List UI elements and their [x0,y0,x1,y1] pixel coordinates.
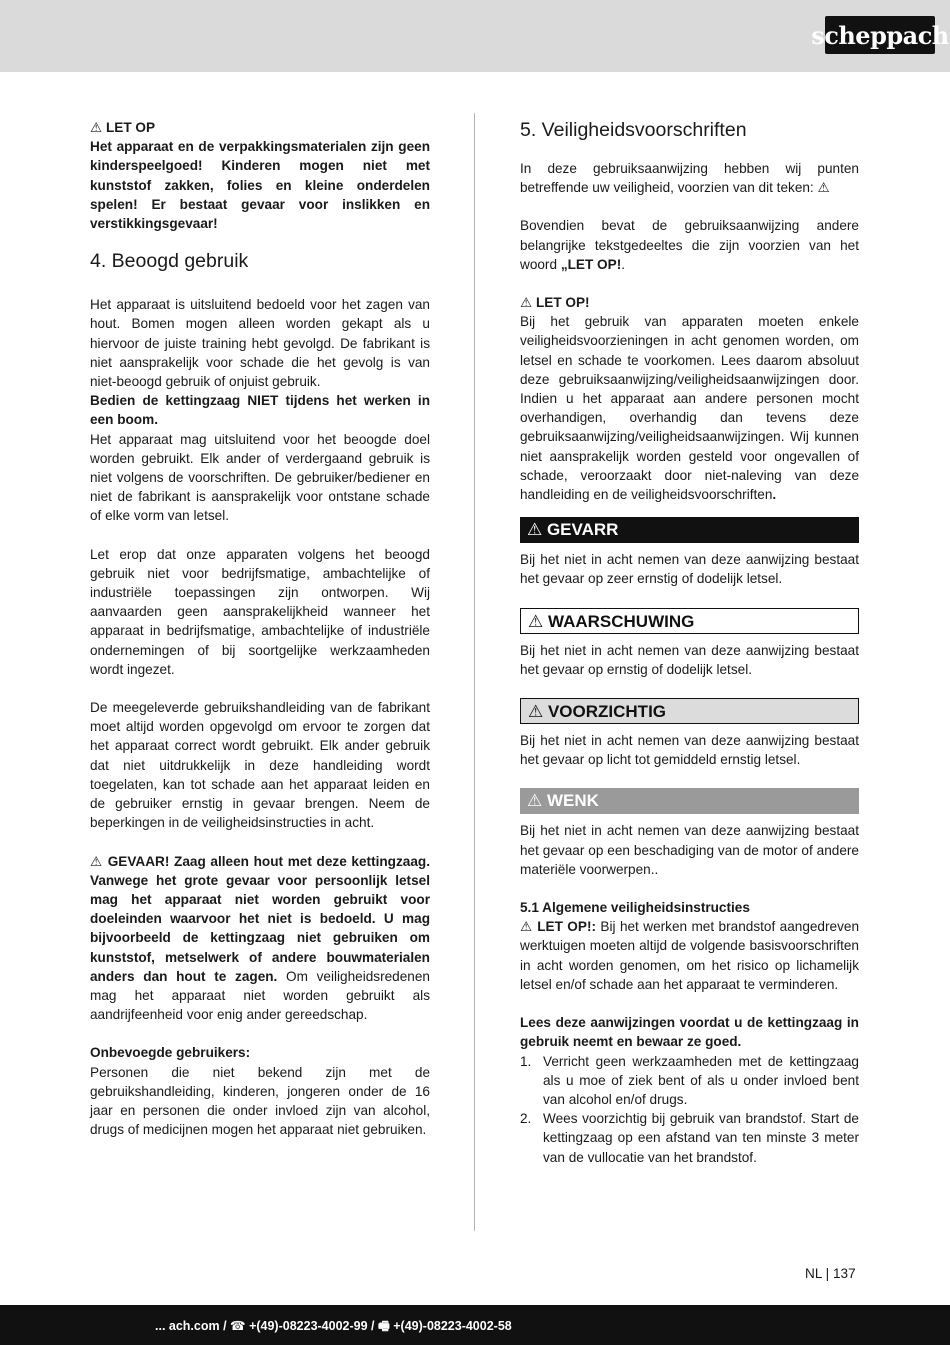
danger-bold-text: ⚠ GEVAAR! Zaag alleen hout met deze kettingzaag. Vanwege het grote gevaar voor persoonlijk letsel mag het apparaat niet worden gebruikt voor doeleinden waarvoor het niet is bedoeld. U mag bijvoorbeeld de kettingzaag niet gebruiken om kunststof, metselwerk of andere bouwmaterialen anders dan hout te zagen. [90,853,430,984]
letop-warning-text: Het apparaat en de verpakkingsmaterialen zijn geen kinderspeelgoed! Kinderen mogen niet met kunststof zakken, folies en kleine onderdelen spelen! Er bestaat gevaar voor inslikken en verstikkingsgevaar! [90,139,430,232]
footer-contact: ... ach.com / ☎ +(49)-08223-4002-99 / 🖷 +(49)-08223-4002-58 [155,1319,512,1333]
waarschuwing-signal-box: ⚠ WAARSCHUWING [520,608,859,634]
intro2-text: Bovendien bevat de gebruiksaanwijzing andere belangrijke tekstgedeeltes die zijn voorzien van het woord [520,218,859,272]
brand-logo: scheppach [825,16,935,54]
intended-use-text [90,295,430,391]
subsection-5-1-text [520,917,859,994]
manual-compliance-text: De meegeleverde gebruikshandleiding van de fabrikant moet altijd worden opgevolgd om ervoor te zorgen dat het apparaat correct wordt gebruikt. Elk ander gebruik dat niet uitdrukkelijk in deze handleiding wordt toegelaten, kan tot schade aan het apparaat leiden en de gebruiker ernstig in gevaar brengen. Neem de beperkingen in de veiligheidsinstructies in acht. [90,700,430,831]
right-column [520,118,859,1167]
subsection-5-1-title: 5.1 Algemene veiligheidsinstructies [520,900,750,916]
intended-use-continued: Het apparaat mag uitsluitend voor het beoogde doel worden gebruikt. Elk ander of verdergaand gebruik is niet volgens de voorschriften. De gebruiker/bediener en niet de fabrikant is aansprakelijk voor ontstane schade of elke vorm van letsel. [90,431,430,524]
list-number: 2. [520,1111,532,1127]
letop-label-right: ⚠ LET OP! [520,295,590,311]
intro2-end: . [621,256,626,272]
header-bar [0,0,950,72]
safety-intro-2 [520,216,859,274]
intended-use-p1: Het apparaat is uitsluitend bedoeld voor het zagen van hout. Bomen mogen alleen worden gekapt als u hiervoor de juiste training hebt gevolgd. De fabrikant is niet aansprakelijk voor schade die het gevolg is van niet-beoogd gebruik of onjuist gebruik. [90,297,430,390]
voorzichtig-signal-box: ⚠ VOORZICHTIG [520,698,859,724]
tree-warning: Bedien de kettingzaag NIET tijdens het werken in een boom. [90,393,430,428]
footer-bar [0,1305,950,1345]
intro2-bold: „LET OP! [560,256,622,272]
list-text: Verricht geen werkzaamheden met de kettingzaag als u moe of ziek bent of als u onder invloed bent van alcohol en/of drugs. [543,1053,859,1107]
column-divider [474,113,475,1231]
page-number: NL | 137 [805,1266,856,1281]
safety-intro-1: In deze gebruiksaanwijzing hebben wij punten betreffende uw veiligheid, voorzien van dit teken: ⚠ [520,161,859,196]
list-item [520,1109,859,1167]
gevarr-text: Bij het niet in acht nemen van deze aanwijzing bestaat het gevaar op zeer ernstig of dodelijk letsel. [520,552,859,587]
safety-list [520,1052,859,1167]
wenk-signal-box: ⚠ WENK [520,788,859,814]
section-5-title: 5. Veiligheidsvoorschriften [520,119,747,141]
letop-text-right [520,312,859,504]
letop-end: . [772,487,777,503]
danger-paragraph [90,852,430,1025]
list-number: 1. [520,1053,532,1069]
letop-label: ⚠ LET OP [90,120,156,135]
sub51-body: Bij het werken met brandstof aangedreven werktuigen moeten altijd de volgende basisvoorschriften in acht worden genomen, om het risico op lichamelijk letsel en/of schade aan het apparaat te verminderen. [520,919,859,992]
voorzichtig-text: Bij het niet in acht nemen van deze aanwijzing bestaat het gevaar op licht tot gemiddeld ernstig letsel. [520,733,859,768]
commercial-use-text: Let erop dat onze apparaten volgens het beoogd gebruik niet voor bedrijfsmatige, ambachtelijke of industriële toepassingen zijn ontworpen. Wij aanvaarden geen aansprakelijkheid wanneer het apparaat in bedrijfsmatige, ambachtelijke of industriële ondernemingen of bij soortgelijke werkzaamheden wordt ingezet. [90,546,430,677]
danger-rest-text: Om veiligheidsredenen mag het apparaat niet worden gebruikt als aandrijfeenheid voor enig ander gereedschap. [90,968,430,1023]
sub51-label: ⚠ LET OP!: [520,919,597,935]
gevarr-signal-box: ⚠ GEVARR [520,517,859,543]
list-text: Wees voorzichtig bij gebruik van brandstof. Start de kettingzaag op een afstand van ten minste 3 meter van de vullocatie van het brandstof. [543,1111,859,1165]
waarschuwing-text: Bij het niet in acht nemen van deze aanwijzing bestaat het gevaar op ernstig of dodelijk letsel. [520,642,859,677]
unauthorized-users-title: Onbevoegde gebruikers: [90,1045,251,1061]
letop-body: Bij het gebruik van apparaten moeten enkele veiligheidsvoorzieningen in acht genomen worden, om letsel en schade te voorkomen. Lees daarom absoluut deze gebruiksaanwijzing/veiligheidsaanwijzingen door. Indien u het apparaat aan andere personen mocht overhandigen, overhandig dan tevens deze gebruiksaanwijzing/veiligheidsaanwijzingen. Wij kunnen niet aansprakelijk worden gesteld voor ongevallen of schade, veroorzaakt door niet-naleving van deze handleiding en de veiligheidsvoorschriften [520,314,859,503]
wenk-text: Bij het niet in acht nemen van deze aanwijzing bestaat het gevaar op een beschadiging van de motor of andere materiële voorwerpen.. [520,823,859,877]
unauthorized-users-text: Personen die niet bekend zijn met de gebruikshandleiding, kinderen, jongeren onder de 16 jaar en personen die onder invloed zijn van alcohol, drugs of medicijnen mogen het apparaat niet gebruiken. [90,1064,430,1138]
left-column [90,118,430,1139]
read-instructions-bold: Lees deze aanwijzingen voordat u de kettingzaag in gebruik neemt en bewaar ze goed. [520,1015,859,1050]
section-4-title: 4. Beoogd gebruik [90,250,249,273]
list-item [520,1052,859,1110]
